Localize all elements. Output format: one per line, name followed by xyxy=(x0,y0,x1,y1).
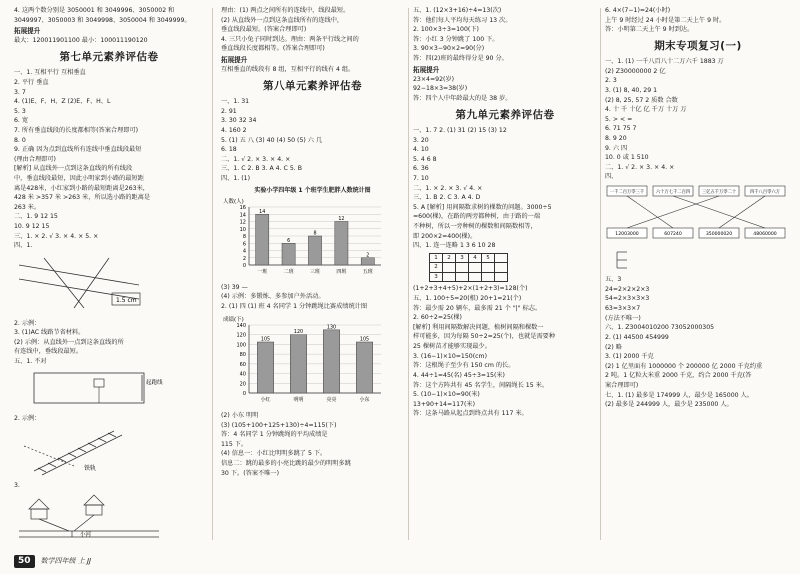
table-cell xyxy=(469,263,482,273)
match-line xyxy=(719,196,765,228)
table-cell xyxy=(482,263,495,273)
answers-unit7-part4 xyxy=(14,481,204,491)
answer-line: 8. 9 20 xyxy=(605,134,627,142)
x-tick-label: 小红 xyxy=(260,397,271,404)
y-tick-label: 0 xyxy=(242,262,246,269)
fig2-tag: 起跑线 xyxy=(146,379,163,386)
bar xyxy=(323,330,340,393)
answer-line: 答：最少需 20 辆车，最多需 21 个 "|" 标志。 xyxy=(413,304,542,312)
answer-line: 五、1. (12×3+16)÷4=13(次) xyxy=(413,7,502,14)
bar xyxy=(335,221,348,265)
figure-matching xyxy=(605,184,789,242)
chart1-title: 实验小学四年级 1 个班学生肥胖人数统计图 xyxy=(254,186,371,194)
answer-line: 四、1. 连一连略 1 3 6 10 28 xyxy=(413,242,496,250)
answer-line: 2. (1) 四 (1) 班 4 名同学 1 分钟跳绳比赛成绩统计图 xyxy=(221,302,368,310)
table-cell: 3 xyxy=(430,272,443,282)
table-cell xyxy=(443,272,456,282)
figure-river-houses xyxy=(14,493,164,541)
table-cell: 5 xyxy=(482,253,495,263)
answer-line: 答：四个人中年龄最大的是 38 岁。 xyxy=(413,95,512,103)
answer-line: (2) 8, 25, 57 2 质数 合数 xyxy=(605,96,678,104)
table-cell: 2 xyxy=(430,263,443,273)
answer-line: 5. 4 6 8 xyxy=(413,155,437,163)
table-cell xyxy=(482,272,495,282)
answer-line: 13+90+14=117(米) xyxy=(413,400,475,408)
match-bottom-label: 607240 xyxy=(664,232,682,238)
answer-line: 2. 示例： xyxy=(14,415,41,423)
answer-line: 不种树，所以一旁种树的棵数和间隔数相等， xyxy=(413,223,537,231)
answers-final xyxy=(605,57,791,182)
answer-line: 23×4=92(岁) xyxy=(413,75,455,83)
answer-line: 4. (1)E、F、H、Z (2)E、F、H、L xyxy=(14,98,111,106)
table-row xyxy=(430,253,508,263)
answer-line: 3. 7 xyxy=(14,88,26,96)
bar-value-label: 6 xyxy=(287,238,291,244)
answer-line: 上午 9 时经过 24 小时是第二天上午 9 时。 xyxy=(605,16,726,24)
bar xyxy=(356,342,373,393)
y-tick-label: 10 xyxy=(239,226,246,233)
table-cell xyxy=(495,263,508,273)
answer-line: 3. (16−1)×10=150(cm) xyxy=(413,352,488,360)
answer-line: 5. (10−1)×10=90(米) xyxy=(413,391,480,399)
fig1-label: 1.5 cm xyxy=(116,296,137,304)
chart-ylabel: 成绩(下) xyxy=(223,317,244,324)
bar xyxy=(282,243,295,265)
answer-line: (2) 最多是 244999 人，最少是 235000 人。 xyxy=(605,401,733,409)
table-cell xyxy=(495,253,508,263)
answer-line: 2. 100×3÷3=100(下) xyxy=(413,26,479,34)
y-tick-label: 100 xyxy=(236,342,246,349)
y-tick-label: 16 xyxy=(239,204,246,211)
y-tick-label: 40 xyxy=(239,371,246,378)
y-tick-label: 8 xyxy=(242,233,246,240)
answer-line: (4) 示例：多锻炼、多参加户外活动。 xyxy=(221,293,325,301)
column-4 xyxy=(605,6,791,410)
answer-line: [解析] 从直线外一点到这条直线的所有线段 xyxy=(14,165,133,173)
answers-unit8-tail xyxy=(413,6,597,104)
answer-line: 信息二：跳的最多的小亮比跳的最少的明明多跳 xyxy=(221,460,351,468)
table-cell xyxy=(456,272,469,282)
answer-line: 3. 20 xyxy=(413,136,429,144)
bar-value-label: 130 xyxy=(326,325,337,331)
answer-line: 5. A [解析] 用间隔数求树的棵数的问题。3000÷5 xyxy=(413,203,552,211)
answer-line: (2) 1 亿里面有 1000000 个 200000 亿 2000 千克约重 xyxy=(605,362,763,370)
answer-line: 6. 71 75 7 xyxy=(605,125,637,133)
answer-line: 2. 91 xyxy=(221,107,237,115)
footer-title: 数学四年级 上 JJ xyxy=(40,556,92,565)
answer-line: 5. (1) 五 八 (3) 40 (4) 50 (5) 六 几 xyxy=(221,136,323,144)
answer-line: 24=2×2×2×3 xyxy=(605,285,650,293)
answer-line: 4. 10 xyxy=(413,146,429,154)
answer-line: 4. 44÷1=45(名) 45÷3=15(米) xyxy=(413,371,505,379)
answer-line: 答：四(2)班的最终得分是 90 分。 xyxy=(413,55,508,63)
answer-line: 理由：(1) 两点之间所有的连线中，线段最短。 xyxy=(221,7,350,14)
answer-line: 一、1. 7 2. (1) 31 (2) 15 (3) 12 xyxy=(413,126,507,134)
answer-line: 三、1. B 2. C 3. A 4. D xyxy=(413,194,481,202)
answer-line: 答：小明第二天上午 9 时到达。 xyxy=(605,26,694,34)
answer-line: (3) (105+100+125+130)÷4=115(下) xyxy=(221,421,337,429)
answers-unit7-tail xyxy=(221,6,404,75)
table-cell xyxy=(456,263,469,273)
y-tick-label: 4 xyxy=(242,248,246,255)
answer-line: 6. 宽 xyxy=(14,117,29,125)
answer-line: 三、1. C 2. B 3. A 4. C 5. B xyxy=(221,165,302,173)
answer-line: (1+2+3+4+5)+2×(1+2+3)=128(个) xyxy=(413,285,528,293)
answer-line: 中，垂直线段最短，因此小明家到小路的最短距 xyxy=(14,175,144,183)
answer-line: (2) 略 xyxy=(605,343,622,351)
y-tick-label: 0 xyxy=(242,391,246,398)
answer-line: 七、1. (1) 最多是 174999 人，最少是 165000 人。 xyxy=(605,391,753,399)
answer-line: 最大：120011901100 最小：100011190120 xyxy=(14,37,148,45)
answer-line: 30 下。(答案不唯一) xyxy=(221,469,279,477)
answer-line: 428 米 >357 米 >263 米，所以选小路的距离是 xyxy=(14,194,151,202)
answer-line: 2. 60÷2=25(棵) xyxy=(413,314,462,322)
y-tick-label: 2 xyxy=(242,255,246,262)
x-tick-label: 小东 xyxy=(359,397,370,404)
heading-unit7: 第七单元素养评估卷 xyxy=(59,51,159,64)
bar xyxy=(290,335,307,393)
chart-ylabel: 人数(人) xyxy=(223,198,244,205)
answer-line: 三、1. × 2. √ 3. × 4. × 5. × xyxy=(14,232,99,240)
answer-line: 3. 30 32 34 xyxy=(221,117,257,125)
answer-line: [解析] 利用间隔数解决问题，植树间隔和棵数一 xyxy=(413,323,544,331)
answer-line: (3) 39 — xyxy=(221,283,248,291)
answer-line: 五、3 xyxy=(605,276,622,284)
table-cell: 2 xyxy=(443,253,456,263)
answer-line: 五、1. 100÷5=20(根) 20+1=21(个) xyxy=(413,295,522,303)
chart1-svg xyxy=(221,195,391,277)
heading-final-review: 期末专项复习(一) xyxy=(654,39,742,52)
answer-line: 一、1. (1) 一千八百八十二万六千 1883 万 xyxy=(605,58,724,66)
y-tick-label: 140 xyxy=(236,323,246,330)
heading-unit8: 第八单元素养评估卷 xyxy=(263,79,362,92)
answer-line: =600(棵)，在路的两旁都种树，由于路的一端 xyxy=(413,213,541,221)
answer-line: (方法不唯一) xyxy=(605,314,641,322)
answer-line: 互相垂直的线段有 8 组，互相平行的线有 4 组。 xyxy=(221,66,355,74)
answer-line: 一、1. 31 xyxy=(221,98,250,106)
number-table xyxy=(429,253,508,283)
figure-running-track xyxy=(14,369,164,409)
match-bottom-label: 12003000 xyxy=(615,232,639,238)
answer-line: 二、1. √ 2. × 3. × 4. × xyxy=(605,163,675,171)
figure-railway xyxy=(14,426,164,476)
answer-line: 2. 平行 垂直 xyxy=(14,78,49,86)
answer-line: 9. 六 四 xyxy=(605,144,628,152)
answer-line: (4) 信息一：小红比明明多跳了 5 下。 xyxy=(221,450,327,458)
answer-line: 案合理即可) xyxy=(605,381,639,389)
answer-line: 四、1. (1) xyxy=(221,175,251,183)
answer-line: 3. (1) 8, 40, 29 1 xyxy=(605,86,658,94)
page-footer xyxy=(14,554,91,568)
figure-factor-tree xyxy=(605,250,725,270)
column-3 xyxy=(413,6,597,419)
answer-line: 六、1. Z3004010200 73052000305 xyxy=(605,324,715,332)
answer-line: 3049997、3050003 和 3049998、3050004 和 3049999。 xyxy=(14,16,191,24)
match-line xyxy=(627,196,673,228)
x-tick-label: 明明 xyxy=(293,397,304,404)
match-bottom-label: 350000020 xyxy=(705,232,733,238)
answer-line: 25 棵树苗才能够实现最少。 xyxy=(413,343,491,351)
fig3-label: 铁轨 xyxy=(84,464,97,472)
answer-line: 二、1. × 2. × 3. √ 4. × xyxy=(413,184,483,192)
answer-line: 垂直线段最短。(答案合理即可) xyxy=(221,26,307,34)
bar-value-label: 105 xyxy=(260,337,271,343)
answer-line: 6. 18 xyxy=(221,146,237,154)
column-2 xyxy=(221,6,404,478)
table-row xyxy=(430,272,508,282)
bar-value-label: 105 xyxy=(359,337,370,343)
match-line xyxy=(673,196,765,228)
answers-final-part2 xyxy=(605,275,791,410)
answer-line: 一、1. 互相平行 互相垂直 xyxy=(14,69,86,77)
answer-line: 垂直线段长度都相等。(答案合理即可) xyxy=(221,45,325,53)
answer-line: 4. 160 2 xyxy=(221,126,247,134)
table-cell xyxy=(469,272,482,282)
answers-unit9-part2 xyxy=(413,284,597,419)
answer-line: 即 200×2=400(棵)。 xyxy=(413,232,477,240)
answer-line: 四、 xyxy=(605,173,618,181)
table-cell xyxy=(495,272,508,282)
answer-line: 4. 三只小兔子同时到达。理由：两条平行线之间的 xyxy=(221,35,359,43)
answer-line: 2. 示例： xyxy=(14,319,41,327)
match-top-label: 四千八百零六万 xyxy=(749,190,781,196)
bar-value-label: 8 xyxy=(313,231,317,237)
answers-unit7 xyxy=(14,68,204,251)
answers-unit9 xyxy=(413,126,597,251)
table-cell xyxy=(443,263,456,273)
answer-line: 4. 十 千 十亿 亿 千万 十万 万 xyxy=(605,106,687,114)
answer-line: 4. 这两个数分别是 3050001 和 3049996、3050002 和 xyxy=(14,7,175,14)
match-line xyxy=(627,196,719,228)
answer-line: 3. xyxy=(14,482,20,490)
figure-parallel-lines xyxy=(14,253,144,313)
page-number: 50 xyxy=(14,555,35,568)
answer-line: 答：小红 3 分钟跳了 100 下。 xyxy=(413,35,499,43)
bar xyxy=(257,342,274,393)
answer-line: 答：这根绳子至少有 150 cm 的长。 xyxy=(413,362,515,370)
answer-line: 5. 3 xyxy=(14,107,26,115)
answer-line: 263 米。 xyxy=(14,203,41,211)
fig4-label: 小河 xyxy=(80,531,92,538)
answer-line: 四、1. xyxy=(14,242,33,250)
bar xyxy=(308,236,321,265)
match-top-label: 三亿五千万零二十 xyxy=(701,190,737,196)
answer-line: 10. 0 或 1 510 xyxy=(605,154,649,162)
match-top-label: 一千二百万零三千 xyxy=(609,190,645,196)
y-tick-label: 120 xyxy=(236,333,246,340)
answer-line: 2 吨。1 亿粒大米重 2000 千克，约合 2000 千克(答 xyxy=(605,372,752,380)
x-tick-label: 四班 xyxy=(336,268,347,275)
answer-line: 有连线中，垂线段最短。 xyxy=(14,348,83,356)
answer-line: 2. (1) 44500 454999 xyxy=(605,333,669,341)
answer-line: 6. 36 xyxy=(413,165,429,173)
answer-line: 9. 正确 因为点到直线所有连线中垂直线段最短 xyxy=(14,146,142,154)
match-top-label: 六十万七千二百四 xyxy=(655,190,691,196)
answer-line: 答：这条马路从起点到终点共有 117 米。 xyxy=(413,410,528,418)
answer-line: 3. (1)AC 线路节省材料。 xyxy=(14,329,85,337)
answer-line: 二、1. √ 2. × 3. × 4. × xyxy=(221,155,291,163)
bar-value-label: 12 xyxy=(338,216,345,222)
answer-line: 92−18×3=38(岁) xyxy=(413,85,468,93)
answer-line: 10. 9 12 15 xyxy=(14,223,50,231)
answer-line: (2) Z30000000 2 亿 xyxy=(605,67,666,75)
y-tick-label: 14 xyxy=(239,212,246,219)
answers-unit8-part3 xyxy=(221,411,404,478)
table-row xyxy=(430,263,508,273)
answer-line: (2) 示例：从直线外一点到这条直线的所 xyxy=(14,338,124,346)
answers-unit8-part2 xyxy=(221,283,404,312)
answer-line: 115 下。 xyxy=(221,440,248,448)
answer-line: 样可能多，因为每隔 50÷2=25(个)，也就是需要种 xyxy=(413,333,556,341)
answer-line: 答：4 名同学 1 分钟跳绳的平均成绩是 xyxy=(221,431,328,439)
bar xyxy=(361,258,374,265)
bar xyxy=(256,214,269,265)
answer-line: 二、1. 9 12 15 xyxy=(14,213,58,221)
table-cell: 1 xyxy=(430,253,443,263)
answer-line: 五、1. 不对 xyxy=(14,357,47,365)
table-cell: 3 xyxy=(456,253,469,263)
answer-line: (2) 从直线外一点到这条直线所有的连线中， xyxy=(221,16,344,24)
x-tick-label: 五班 xyxy=(362,268,373,275)
answer-line: 5. > < = xyxy=(605,115,633,123)
y-tick-label: 12 xyxy=(239,219,246,226)
answer-line: 答：他们每人平均每天练习 13 次。 xyxy=(413,16,512,24)
answer-line: 离是428米，小红家到小路的最短距离是263米， xyxy=(14,184,149,192)
answer-line: 2. 3 xyxy=(605,77,617,85)
answer-line: 3. 90×3−90×2=90(分) xyxy=(413,45,485,53)
column-1 xyxy=(14,6,204,547)
answers-unit6-tail xyxy=(14,6,204,46)
answer-line: 8. 0 xyxy=(14,136,26,144)
answer-line: (理由合理即可) xyxy=(14,155,56,163)
answers-unit8 xyxy=(221,97,404,183)
x-tick-label: 一班 xyxy=(257,268,268,275)
answers-unit7-part3 xyxy=(14,414,204,424)
answer-line: 6. 4×(7−1)=24(小时) xyxy=(605,7,671,14)
table-cell: 4 xyxy=(469,253,482,263)
y-tick-label: 20 xyxy=(239,381,246,388)
answer-line: 7. 10 xyxy=(413,175,429,183)
y-tick-label: 80 xyxy=(239,352,246,359)
answer-line: 63=3×3×7 xyxy=(605,305,641,313)
answer-line: 拓展提升 xyxy=(413,65,440,74)
answer-line: (2) 小东 明明 xyxy=(221,411,259,419)
bar-value-label: 120 xyxy=(293,330,304,336)
chart-rope-skipping xyxy=(221,313,404,409)
answer-line: 54=2×3×3×3 xyxy=(605,295,650,303)
x-tick-label: 亮亮 xyxy=(326,397,337,404)
y-tick-label: 6 xyxy=(242,241,246,248)
match-bottom-label: 48060000 xyxy=(753,232,777,238)
answers-unit7-part2 xyxy=(14,319,204,367)
answers-unit9-tail xyxy=(605,6,791,35)
x-tick-label: 二班 xyxy=(283,268,294,275)
answer-line: 拓展提升 xyxy=(221,56,248,65)
chart2-svg xyxy=(221,313,391,405)
chart-obesity xyxy=(221,186,404,281)
bar-value-label: 14 xyxy=(259,209,266,215)
answer-line: 3. (1) 2000 千克 xyxy=(605,353,654,361)
x-tick-label: 三班 xyxy=(309,268,321,275)
answer-line: 答：这个方阵共有 45 名学生，间隔绳长 15 米。 xyxy=(413,381,548,389)
answer-line: 7. 所有垂直线段的长度都相等(答案合理即可) xyxy=(14,126,139,134)
heading-unit9: 第九单元素养评估卷 xyxy=(455,108,555,121)
bar-value-label: 2 xyxy=(366,253,370,259)
answer-line: 拓展提升 xyxy=(14,27,41,36)
y-tick-label: 60 xyxy=(239,362,246,369)
